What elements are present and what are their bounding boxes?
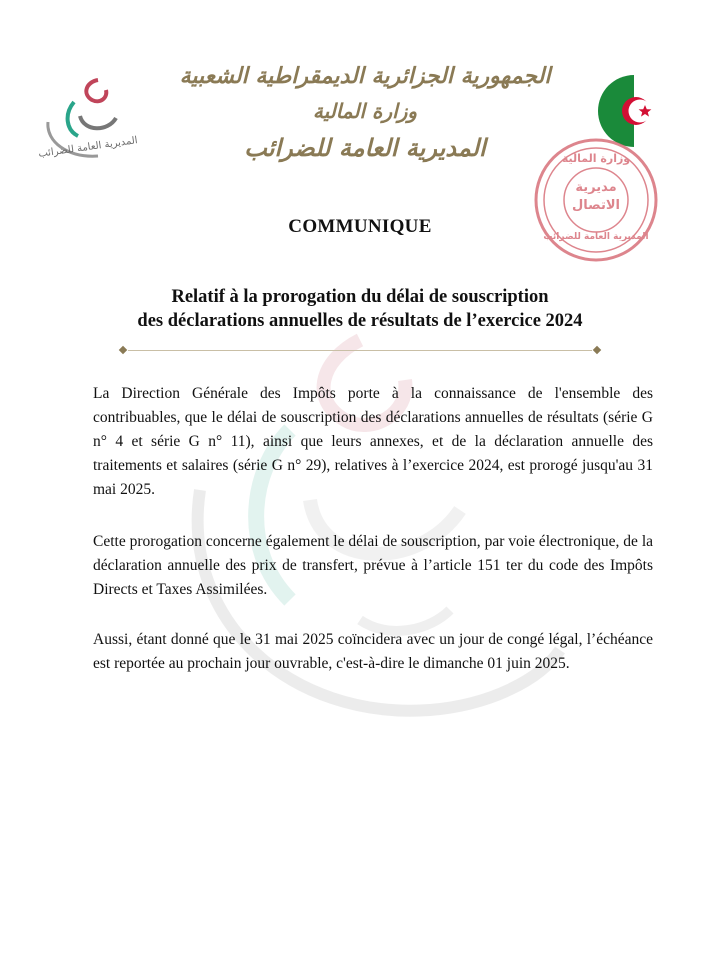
subtitle-line-2: des déclarations annuelles de résultats de l’exercice 2024 bbox=[137, 311, 583, 331]
communique-subtitle bbox=[0, 285, 720, 333]
header-ministry: وزارة المالية bbox=[312, 99, 418, 123]
paragraph-1: La Direction Générale des Impôts porte à la connaissance de l'ensemble des contribuables, que le délai de souscription des déclarations annuelles de résultats (série G n° 4 et série G n° 11), ainsi que leurs annexes, et de la déclaration annuelle des traitements et salaires (série G n° 29), relatives à l’exercice 2024, est prorogé jusqu'au 31 mai 2025. bbox=[93, 385, 653, 498]
stamp-top-text: وزارة المالية bbox=[561, 152, 631, 165]
ornamental-divider bbox=[120, 346, 600, 356]
communique-title: COMMUNIQUE bbox=[288, 216, 432, 237]
divider-diamond-icon bbox=[593, 346, 601, 354]
dgi-logo bbox=[38, 62, 138, 172]
divider-diamond-icon bbox=[119, 346, 127, 354]
official-stamp bbox=[532, 136, 660, 264]
paragraph-2: Cette prorogation concerne également le délai de souscription, par voie électronique, de la déclaration annuelle des prix de transfert, prévue à l’article 151 ter du code des Impôts Directs et Taxes Assimilées. bbox=[93, 533, 653, 598]
logo-caption: المديرية العامة للضرائب bbox=[37, 135, 139, 160]
header-directorate: المديرية العامة للضرائب bbox=[244, 134, 486, 162]
divider-line bbox=[128, 350, 592, 351]
arabic-header bbox=[150, 60, 580, 168]
paragraph-3: Aussi, étant donné que le 31 mai 2025 coïncidera avec un jour de congé légal, l’échéance est reportée au prochain jour ouvrable, c'est-à-dire le dimanche 01 juin 2025. bbox=[93, 631, 653, 672]
stamp-bottom-text: المديرية العامة للضرائب bbox=[543, 232, 649, 242]
subtitle-line-1: Relatif à la prorogation du délai de souscription bbox=[171, 287, 549, 307]
stamp-mid-text-2: الاتصال bbox=[572, 198, 620, 213]
header-republic: الجمهورية الجزائرية الديمقراطية الشعبية bbox=[179, 64, 551, 89]
stamp-mid-text-1: مديرية bbox=[575, 180, 617, 195]
